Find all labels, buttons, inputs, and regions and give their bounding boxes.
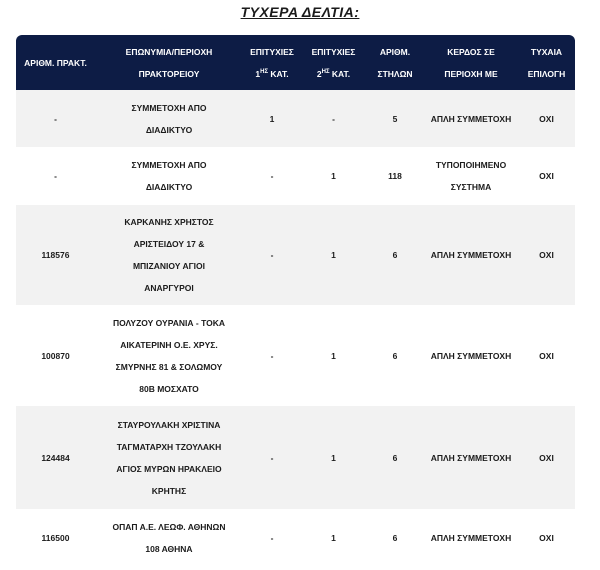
table-row bbox=[16, 147, 575, 205]
cell-agency: 118576 bbox=[41, 250, 70, 260]
cell-agency: - bbox=[54, 171, 57, 181]
cell-gain: ΑΠΛΗ ΣΥΜΜΕΤΟΧΗ bbox=[430, 350, 512, 361]
cell-agency: - bbox=[54, 113, 57, 124]
table-row bbox=[16, 205, 575, 305]
header-gain: ΚΕΡΔΟΣ ΣΕ ΠΕΡΙΟΧΗ ΜΕ bbox=[444, 46, 498, 79]
cell-wins2: 1 bbox=[331, 250, 336, 260]
cell-agency: 116500 bbox=[41, 532, 70, 543]
cell-random: ΟΧΙ bbox=[539, 113, 554, 124]
cell-random: ΟΧΙ bbox=[539, 532, 554, 543]
table-row bbox=[16, 90, 575, 147]
cell-name: ΣΥΜΜΕΤΟΧΗ ΑΠΟ ΔΙΑΔΙΚΤΥΟ bbox=[131, 160, 207, 192]
cell-columns: 118 bbox=[388, 171, 402, 181]
header-columns: ΑΡΙΘΜ. ΣΤΗΛΩΝ bbox=[377, 46, 413, 79]
cell-wins1: - bbox=[270, 350, 274, 361]
cell-wins1: - bbox=[270, 452, 274, 463]
cell-random: ΟΧΙ bbox=[539, 171, 554, 181]
cell-gain: ΑΠΛΗ ΣΥΜΜΕΤΟΧΗ bbox=[430, 452, 512, 463]
header-random: ΤΥΧΑΙΑ ΕΠΙΛΟΓΗ bbox=[527, 46, 566, 79]
cell-columns: 6 bbox=[392, 452, 398, 463]
cell-wins1: - bbox=[270, 250, 274, 260]
cell-agency: 124484 bbox=[41, 452, 70, 463]
cell-gain: ΑΠΛΗ ΣΥΜΜΕΤΟΧΗ bbox=[430, 250, 512, 260]
cell-gain: ΑΠΛΗ ΣΥΜΜΕΤΟΧΗ bbox=[430, 113, 512, 124]
cell-wins1: - bbox=[270, 171, 274, 181]
page-title: ΤΥΧΕΡΑ ΔΕΛΤΙΑ: bbox=[240, 4, 360, 20]
table-row bbox=[16, 406, 575, 509]
cell-wins2: 1 bbox=[331, 532, 336, 543]
table-header bbox=[16, 35, 575, 90]
cell-random: ΟΧΙ bbox=[539, 250, 554, 260]
cell-wins2: 1 bbox=[331, 171, 336, 181]
cell-random: ΟΧΙ bbox=[539, 350, 554, 361]
table-row bbox=[16, 509, 575, 566]
table-row bbox=[16, 305, 575, 406]
cell-gain: ΤΥΠΟΠΟΙΗΜΕΝΟ ΣΥΣΤΗΜΑ bbox=[435, 160, 507, 192]
cell-wins2: 1 bbox=[331, 350, 336, 361]
cell-wins1: 1 bbox=[269, 113, 275, 124]
cell-name: ΠΟΛΥΖΟΥ ΟΥΡΑΝΙΑ - ΤΟΚΑ ΑΙΚΑΤΕΡΙΝΗ Ο.Ε. ΧΡΥΣ. ΣΜΥΡΝΗΣ 81 & ΣΟΛΩΜΟΥ 80Β ΜΟΣΧΑΤΟ bbox=[112, 317, 226, 394]
cell-wins1: - bbox=[270, 532, 274, 543]
cell-name: ΟΠΑΠ Α.Ε. ΛΕΩΦ. ΑΘΗΝΩΝ 108 ΑΘΗΝΑ bbox=[112, 521, 226, 554]
cell-wins2: 1 bbox=[331, 452, 336, 463]
cell-random: ΟΧΙ bbox=[539, 452, 554, 463]
cell-wins2: - bbox=[332, 113, 335, 124]
cell-gain: ΑΠΛΗ ΣΥΜΜΕΤΟΧΗ bbox=[430, 532, 512, 543]
cell-columns: 5 bbox=[392, 113, 398, 124]
cell-name: ΣΥΜΜΕΤΟΧΗ ΑΠΟ ΔΙΑΔΙΚΤΥΟ bbox=[131, 102, 207, 135]
cell-name: ΚΑΡΚΑΝΗΣ ΧΡΗΣΤΟΣ ΑΡΙΣΤΕΙΔΟΥ 17 & ΜΠΙΖΑΝΙΟΥ ΑΓΙΟΙ ΑΝΑΡΓΥΡΟΙ bbox=[124, 217, 214, 293]
header-name-area: ΕΠΩΝΥΜΙΑ/ΠΕΡΙΟΧΗ ΠΡΑΚΤΟΡΕΙΟΥ bbox=[125, 46, 213, 79]
header-wins-cat2: ΕΠΙΤΥΧΙΕΣ $2^{H\Sigma}$ ΚΑΤ. bbox=[311, 46, 356, 79]
cell-name: ΣΤΑΥΡΟΥΛΑΚΗ ΧΡΙΣΤΙΝΑ ΤΑΓΜΑΤΑΡΧΗ ΤΖΟΥΛΑΚΗ ΑΓΙΟΣ ΜΥΡΩΝ ΗΡΑΚΛΕΙΟ ΚΡΗΤΗΣ bbox=[116, 419, 222, 496]
cell-columns: 6 bbox=[392, 532, 398, 543]
cell-agency: 100870 bbox=[41, 350, 70, 361]
header-agency-no: ΑΡΙΘΜ. ΠΡΑΚΤ. bbox=[24, 57, 87, 68]
winning-tickets-table bbox=[16, 35, 575, 566]
cell-columns: 6 bbox=[392, 350, 398, 361]
header-wins-cat1: ΕΠΙΤΥΧΙΕΣ $1^{H\Sigma}$ ΚΑΤ. bbox=[250, 46, 294, 79]
cell-columns: 6 bbox=[392, 250, 398, 260]
